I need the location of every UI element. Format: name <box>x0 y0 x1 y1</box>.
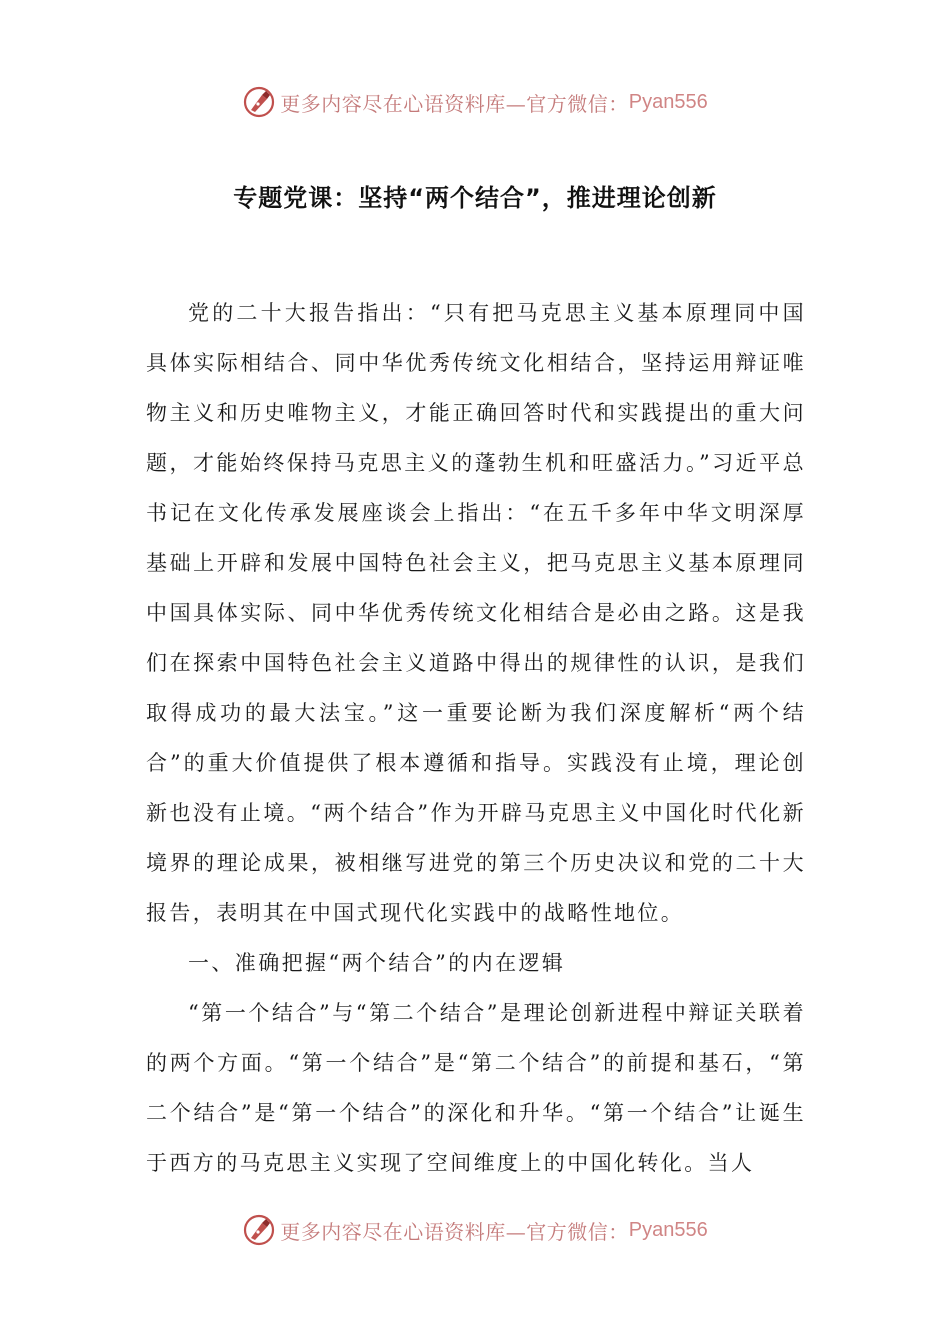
section-heading-1: 一、准确把握“两个结合”的内在逻辑 <box>188 951 566 975</box>
banner-text: 更多内容尽在心语资料库—官方微信： <box>280 1219 629 1244</box>
document-body <box>146 288 806 1188</box>
body-paragraph-intro: 党的二十大报告指出：“只有把马克思主义基本原理同中国具体实际相结合、同中华优秀传统文化相结合，坚持运用辩证唯物主义和历史唯物主义，才能正确回答时代和实践提出的重大问题，才能始终保持马克思主义的蓬勃生机和旺盛活力。”习近平总书记在文化传承发展座谈会上指出：“在五千多年中华文明深厚基础上开辟和发展中国特色社会主义，把马克思主义基本原理同中国具体实际、同中华优秀传统文化相结合是必由之路。这是我们在探索中国特色社会主义道路中得出的规律性的认识，是我们取得成功的最大法宝。”这一重要论断为我们深度解析“两个结合”的重大价值提供了根本遵循和指导。实践没有止境，理论创新也没有止境。“两个结合”作为开辟马克思主义中国化时代化新境界的理论成果，被相继写进党的第三个历史决议和党的二十大报告，表明其在中国式现代化实践中的战略性地位。 <box>146 301 806 925</box>
pen-nib-logo-icon <box>242 1213 276 1247</box>
banner-wechat-id: Pyan556 <box>628 90 708 113</box>
pen-nib-logo-icon <box>242 85 276 119</box>
banner-wechat-id: Pyan556 <box>628 1218 708 1241</box>
footer-watermark-banner <box>0 1210 950 1250</box>
header-watermark-banner <box>0 82 950 122</box>
document-title: 专题党课：坚持“两个结合”，推进理论创新 <box>233 184 717 212</box>
banner-text: 更多内容尽在心语资料库—官方微信： <box>280 91 629 116</box>
body-paragraph-section-1: “第一个结合”与“第二个结合”是理论创新进程中辩证关联着的两个方面。“第一个结合”是“第二个结合”的前提和基石，“第二个结合”是“第一个结合”的深化和升华。“第一个结合”让诞生于西方的马克思主义实现了空间维度上的中国化转化。当人 <box>146 1001 806 1175</box>
